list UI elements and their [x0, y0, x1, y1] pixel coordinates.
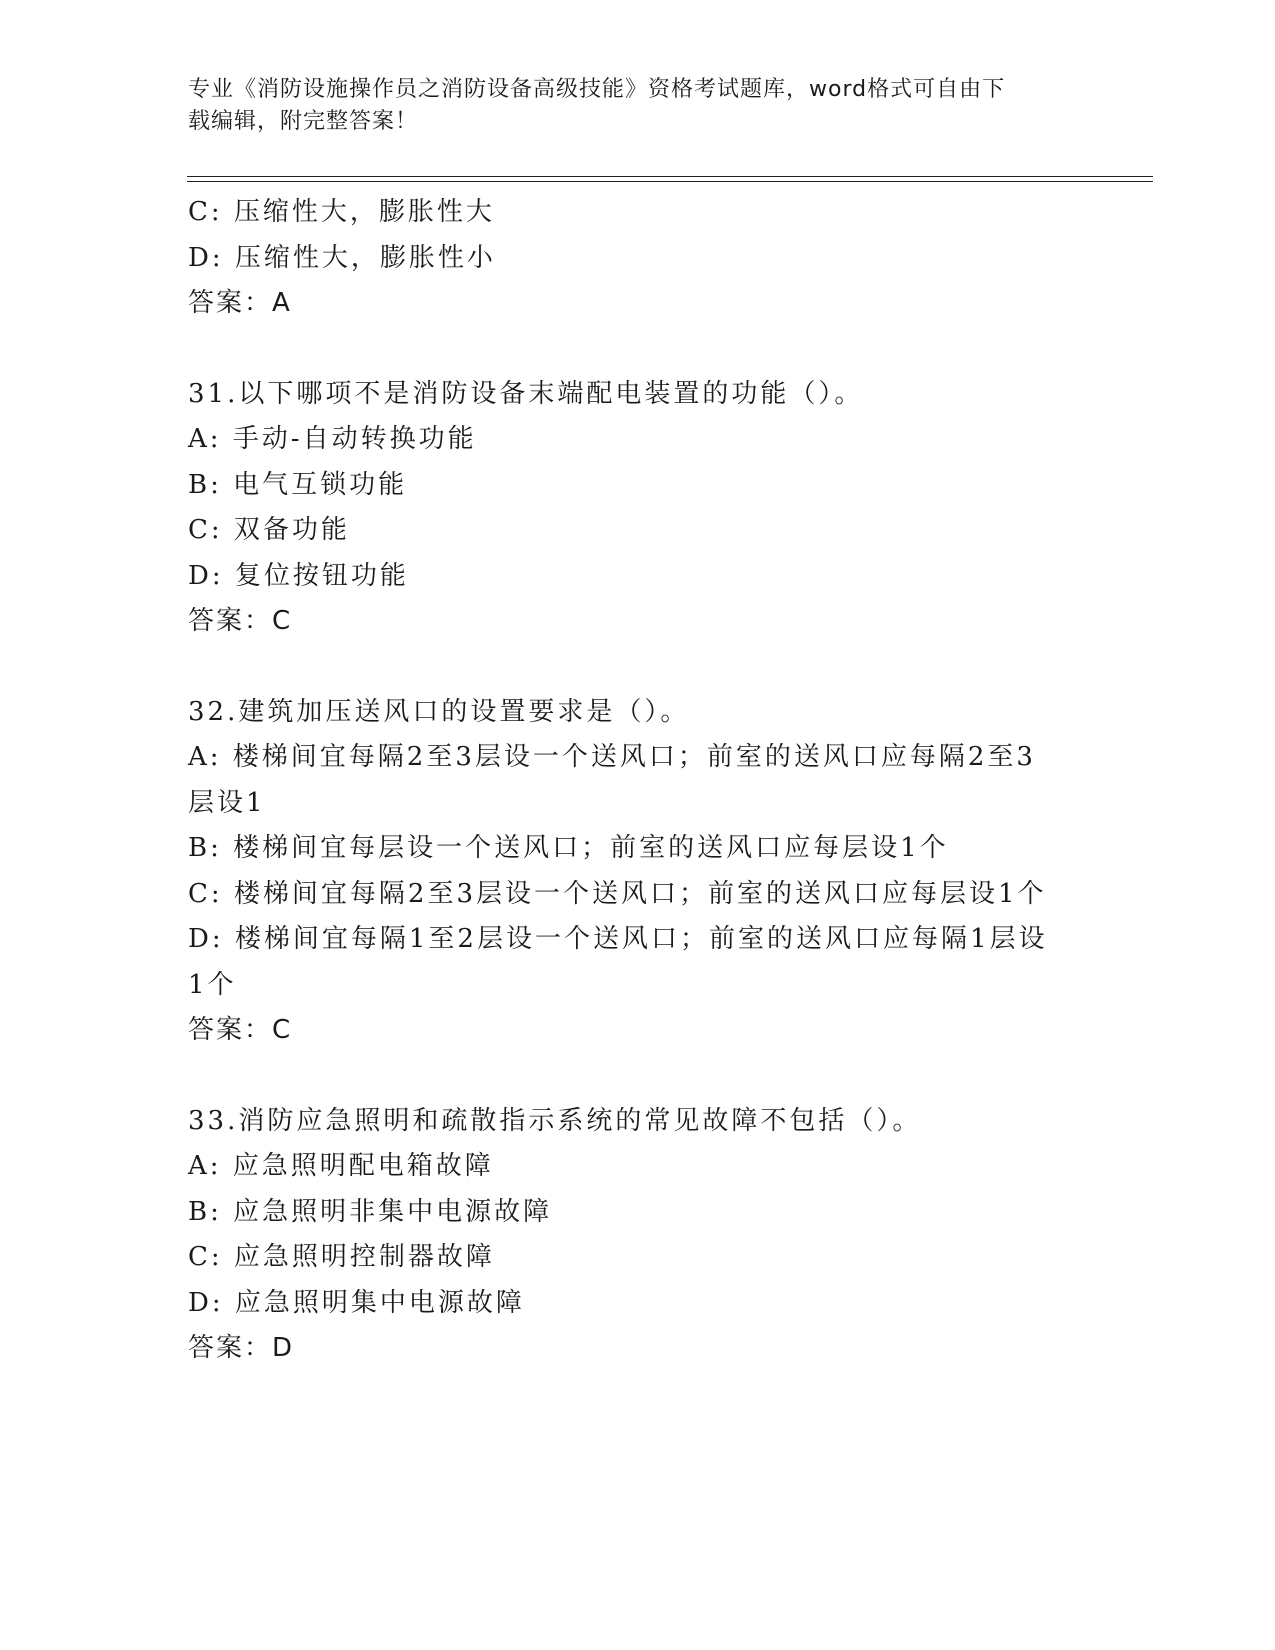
- header-divider-bottom: [187, 181, 1153, 182]
- answer-line: 答案：C: [188, 1015, 293, 1045]
- header-line-2: 载编辑，附完整答案！: [188, 109, 419, 134]
- question-list: [188, 190, 1088, 1372]
- option-c: C: 压缩性大，膨胀性大: [188, 197, 495, 227]
- option-d: D: 复位按钮功能: [188, 560, 409, 591]
- question-stem: 32.建筑加压送风口的设置要求是（）。: [188, 696, 690, 727]
- option-a: A: 手动-自动转换功能: [188, 424, 477, 454]
- option-d: D: 楼梯间宜每隔1至2层设一个送风口；前室的送风口应每隔1层设: [188, 924, 1048, 954]
- answer-line: 答案：A: [188, 288, 292, 318]
- option-a: A: 应急照明配电箱故障: [188, 1151, 494, 1181]
- question-31: [188, 372, 1088, 645]
- option-c: C: 应急照明控制器故障: [188, 1242, 495, 1272]
- option-c: C: 楼梯间宜每隔2至3层设一个送风口；前室的送风口应每层设1个: [188, 878, 1047, 909]
- option-b: B: 楼梯间宜每层设一个送风口；前室的送风口应每层设1个: [188, 833, 949, 863]
- option-d: D: 应急照明集中电源故障: [188, 1287, 525, 1318]
- option-a: A: 楼梯间宜每隔2至3层设一个送风口；前室的送风口应每隔2至3: [188, 742, 1036, 772]
- question-33: [188, 1099, 1088, 1372]
- question-stem: 31.以下哪项不是消防设备末端配电装置的功能（）。: [188, 378, 864, 409]
- option-d: D: 压缩性大，膨胀性小: [188, 242, 496, 273]
- option-b: B: 应急照明非集中电源故障: [188, 1196, 553, 1227]
- header-divider-top: [187, 176, 1153, 177]
- option-d-continued: 1个: [188, 969, 237, 1000]
- header-line-1: 专业《消防设施操作员之消防设备高级技能》资格考试题库，word格式可自由下: [188, 77, 1006, 102]
- document-header: [188, 74, 1068, 138]
- option-b: B: 电气互锁功能: [188, 469, 408, 500]
- question-30-tail: [188, 190, 1088, 327]
- option-c: C: 双备功能: [188, 515, 350, 545]
- answer-line: 答案：C: [188, 606, 293, 636]
- question-32: [188, 690, 1088, 1054]
- question-stem: 33.消防应急照明和疏散指示系统的常见故障不包括（）。: [188, 1105, 922, 1136]
- answer-line: 答案：D: [188, 1333, 295, 1363]
- option-a-continued: 层设1: [188, 787, 266, 818]
